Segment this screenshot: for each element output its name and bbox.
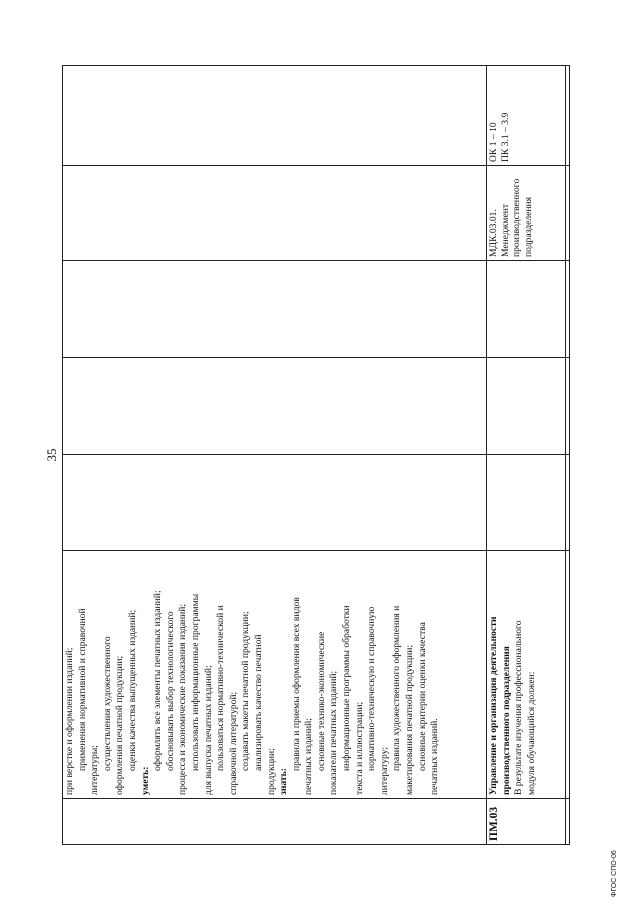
mdk-line: МДК.03.01.	[488, 209, 499, 257]
footer-text: ФГОС СПО-06	[611, 850, 618, 897]
content-line: оценки качества выпущенных изданий;	[126, 609, 138, 771]
content-line: печатных изданий.	[429, 718, 441, 795]
content-line: пользоваться нормативно-технической и	[215, 605, 227, 771]
content-line: показатели печатных изданий;	[328, 670, 340, 795]
competence-line: ОК 1 – 10	[488, 122, 499, 162]
content-line: основные технико-экономические	[315, 631, 327, 771]
mdk-line: подразделения	[522, 196, 534, 257]
empty-cell	[63, 358, 487, 455]
empty-cell	[566, 799, 570, 845]
content-line: уметь:	[139, 766, 151, 795]
table-row	[566, 66, 570, 845]
content-line: литературы;	[89, 745, 101, 795]
empty-cell	[63, 455, 487, 551]
empty-cell	[487, 358, 566, 455]
content-line: процесса и экономические показания изданий;	[177, 603, 189, 795]
mdk-cell	[487, 166, 566, 261]
empty-cell	[566, 551, 570, 799]
content-line: печатных изданий;	[303, 718, 315, 795]
empty-cell	[566, 66, 570, 166]
content-line: основные критерии оценки качества	[416, 622, 428, 771]
content-line: осуществления художественного	[101, 636, 113, 771]
content-cell	[63, 551, 487, 799]
empty-cell	[566, 261, 570, 358]
table-row	[487, 66, 566, 845]
content-line: правила художественного оформления и	[391, 605, 403, 771]
content-line: В результате изучения профессионального	[513, 620, 525, 795]
content-line: справочной литературой;	[227, 691, 239, 795]
content-line: правила и приемы оформления всех видов	[290, 597, 302, 771]
content-line: оформлять все элементы печатных изданий;	[152, 590, 164, 771]
content-line: применения нормативной и справочной	[76, 608, 88, 771]
content-line: знать:	[278, 768, 290, 795]
content-line: использовать информационные программы	[189, 593, 201, 771]
curriculum-table	[62, 65, 570, 845]
empty-cell	[487, 261, 566, 358]
content-cell	[487, 551, 566, 799]
content-line: для выпуска печатных изданий;	[202, 665, 214, 795]
competence-line: ПК 3.1 – 3.9	[499, 112, 511, 162]
content-line: обосновывать выбор технологического	[164, 611, 176, 771]
content-line: нормативно-техническую и справочную	[366, 606, 378, 771]
content-line: макетирования печатной продукции;	[404, 644, 416, 795]
empty-cell	[566, 455, 570, 551]
content-line: при верстке и оформлении изданий;	[64, 647, 75, 795]
mdk-line: Менеджмент	[499, 203, 511, 257]
module-code: ПМ.03	[488, 806, 500, 841]
content-line: Управление и организация деятельности	[488, 616, 499, 795]
competence-cell	[487, 66, 566, 166]
content-line: производственного подразделения	[500, 646, 512, 795]
content-line: текста и иллюстрации;	[353, 701, 365, 795]
mdk-cell	[63, 166, 487, 261]
content-line: создавать макеты печатной продукции;	[240, 611, 252, 771]
module-code-cell	[63, 799, 487, 845]
content-line: модуля обучающийся должен:	[525, 671, 537, 795]
empty-cell	[63, 261, 487, 358]
content-line: оформления печатной продукции;	[114, 655, 126, 795]
module-code-cell	[487, 799, 566, 845]
empty-cell	[566, 358, 570, 455]
empty-cell	[487, 455, 566, 551]
content-line: анализировать качество печатной	[252, 634, 264, 771]
table-row	[63, 66, 487, 845]
page-number: 35	[44, 448, 59, 462]
content-line: литературу;	[378, 746, 390, 795]
competence-cell	[63, 66, 487, 166]
mdk-line: производственного	[511, 178, 522, 257]
content-line: продукции;	[265, 748, 277, 795]
content-line: информационные программы обработки	[341, 605, 353, 771]
empty-cell	[566, 166, 570, 261]
